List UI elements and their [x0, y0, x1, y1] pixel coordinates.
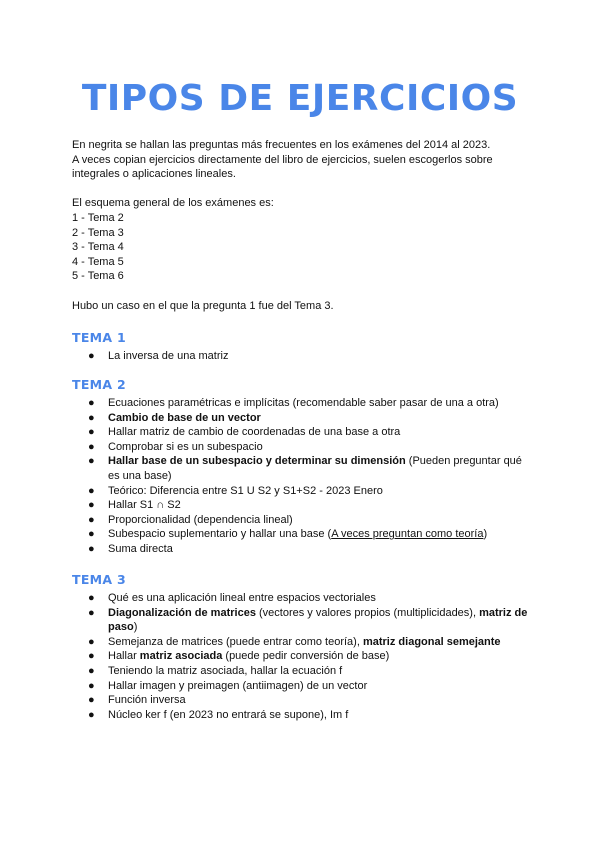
schema-item: 1 - Tema 2 — [72, 211, 124, 224]
list-item: ● Proporcionalidad (dependencia lineal) — [88, 513, 293, 526]
list-item: ● Subespacio suplementario y hallar una base (A veces preguntan como teoría) — [88, 528, 488, 541]
bullet-icon: ● — [88, 694, 95, 707]
bullet-icon: ● — [88, 708, 95, 721]
schema-item: 3 - Tema 4 — [72, 241, 124, 254]
list-item: ● Núcleo ker f (en 2023 no entrará se supone), Im f — [88, 708, 349, 721]
section-heading: TEMA 3 — [72, 572, 127, 587]
list-item: ● Semejanza de matrices (puede entrar como teoría), matriz diagonal semejante — [88, 635, 501, 648]
list-item: ● Suma directa — [88, 542, 173, 555]
schema-item: 4 - Tema 5 — [72, 255, 124, 268]
list-item: ● Comprobar si es un subespacio — [88, 440, 263, 453]
intro-line: En negrita se hallan las preguntas más frecuentes en los exámenes del 2014 al 2023. — [72, 139, 491, 151]
page-title: TIPOS DE EJERCICIOS — [81, 78, 519, 119]
schema-item: 5 - Tema 6 — [72, 270, 124, 283]
list-item: ● Qué es una aplicación lineal entre espacios vectoriales — [88, 592, 376, 604]
list-item: ● Diagonalización de matrices (vectores y valores propios (multiplicidades), matriz de paso) — [88, 606, 528, 634]
list-item: ● Hallar matriz de cambio de coordenadas de una base a otra — [88, 426, 401, 439]
list-item: ● La inversa de una matriz — [88, 350, 229, 362]
list-item: ● Ecuaciones paramétricas e implícitas (recomendable saber pasar de una a otra) — [88, 397, 499, 409]
bullet-icon: ● — [88, 350, 95, 362]
bullet-icon: ● — [88, 542, 95, 555]
bullet-icon: ● — [88, 679, 95, 692]
bullet-icon: ● — [88, 397, 95, 409]
list-item: ● Teórico: Diferencia entre S1 U S2 y S1+S2 - 2023 Enero — [88, 484, 383, 497]
bullet-icon: ● — [88, 440, 95, 453]
list-item: ● Hallar S1 ∩ S2 — [88, 499, 181, 512]
schema-item: 2 - Tema 3 — [72, 226, 124, 239]
bullet-icon: ● — [88, 484, 95, 497]
section-heading: TEMA 2 — [72, 377, 127, 392]
list-item: ● Cambio de base de un vector — [88, 411, 261, 424]
intro-block — [72, 138, 532, 313]
bullet-icon: ● — [88, 606, 95, 619]
section-tema-1 — [72, 330, 532, 364]
bullet-icon: ● — [88, 650, 95, 663]
section-tema-3 — [72, 572, 532, 722]
list-item: ● Teniendo la matriz asociada, hallar la ecuación f — [88, 664, 343, 677]
bullet-icon: ● — [88, 426, 95, 439]
section-tema-2 — [72, 377, 532, 557]
intro-line: integrales o aplicaciones lineales. — [72, 168, 236, 181]
bullet-icon: ● — [88, 455, 95, 468]
underlined-note: A veces preguntan como teoría — [331, 528, 484, 541]
intro-line: A veces copian ejercicios directamente del libro de ejercicios, suelen escogerlos sobre — [72, 153, 493, 166]
bullet-icon: ● — [88, 528, 95, 541]
schema-intro: El esquema general de los exámenes es: — [72, 197, 274, 210]
bullet-icon: ● — [88, 635, 95, 648]
intro-note: Hubo un caso en el que la pregunta 1 fue del Tema 3. — [72, 299, 334, 312]
list-item: ● Hallar imagen y preimagen (antiimagen) de un vector — [88, 679, 368, 692]
bullet-icon: ● — [88, 592, 95, 604]
list-item: ● Hallar matriz asociada (puede pedir conversión de base) — [88, 650, 390, 663]
list-item: ● Función inversa — [88, 694, 186, 707]
bullet-icon: ● — [88, 513, 95, 526]
bullet-icon: ● — [88, 411, 95, 424]
bullet-list — [72, 349, 532, 364]
bullet-list — [72, 591, 532, 722]
bullet-icon: ● — [88, 499, 95, 512]
section-heading: TEMA 1 — [72, 330, 127, 345]
bullet-list — [72, 396, 532, 557]
bullet-icon: ● — [88, 664, 95, 677]
list-item: ● Hallar base de un subespacio y determinar su dimensión (Pueden preguntar qué es una base) — [88, 455, 522, 482]
